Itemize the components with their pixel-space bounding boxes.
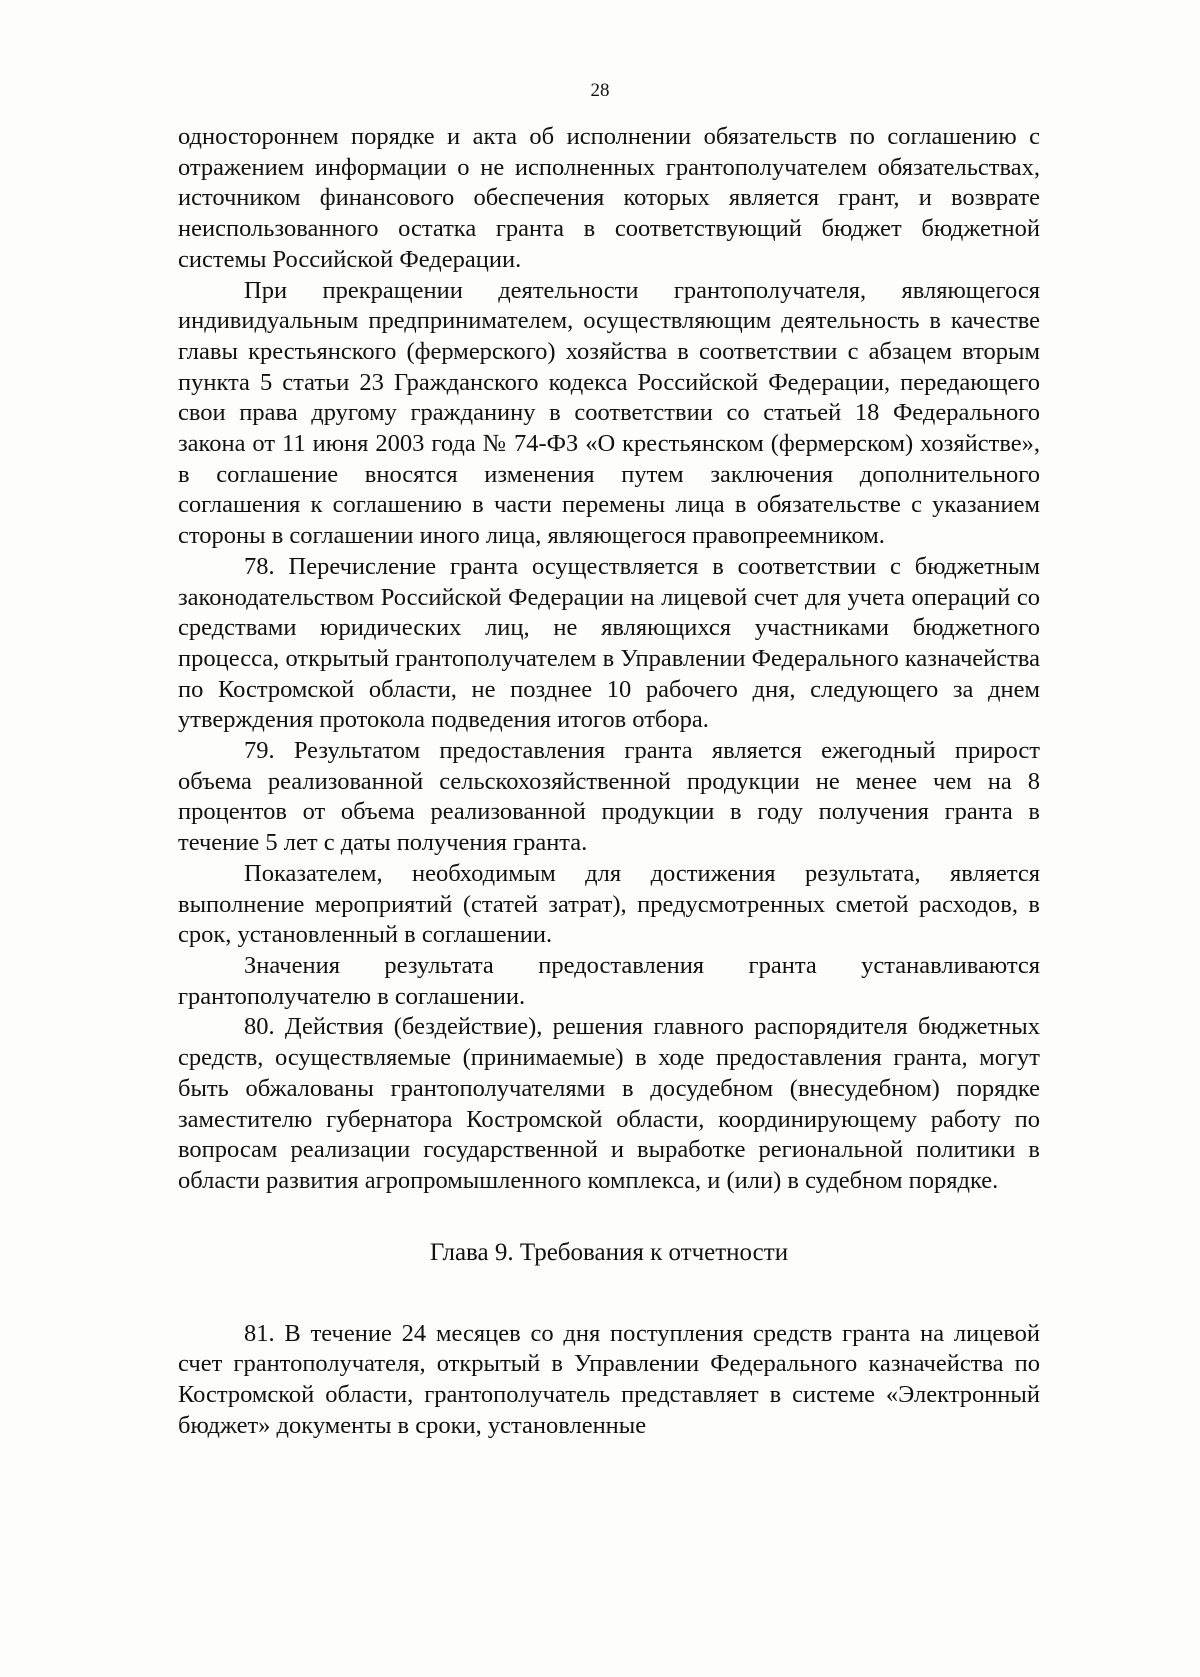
document-body	[178, 122, 1040, 1441]
paragraph-80: 80. Действия (бездействие), решения главного распорядителя бюджетных средств, осуществляемые (принимаемые) в ходе предоставления гранта, могут быть обжалованы грантополучателями в досудебном (внесудебном) порядке заместителю губернатора Костромской области, координирующему работу по вопросам реализации государственной и выработке региональной политики в области развития агропромышленного комплекса, и (или) в судебном порядке.	[178, 1013, 1040, 1194]
chapter-heading-block	[178, 1197, 1040, 1319]
paragraph-continuation: одностороннем порядке и акта об исполнении обязательств по соглашению с отражением информации о не исполненных грантополучателем обязательствах, источником финансового обеспечения которых является грант, и возврате неиспользованного остатка гранта в соответствующий бюджет бюджетной системы Российской Федерации.	[178, 123, 1040, 273]
paragraph-indicator: Показателем, необходимым для достижения результата, является выполнение мероприятий (статей затрат), предусмотренных сметой расходов, в срок, установленный в соглашении.	[178, 859, 1040, 949]
paragraph-result-values: Значения результата предоставления гранта устанавливаются грантополучателю в соглашении.	[178, 951, 1040, 1010]
paragraph-termination-of-activity: При прекращении деятельности грантополучателя, являющегося индивидуальным предпринимателем, осуществляющим деятельность в качестве главы крестьянского (фермерского) хозяйства в соответствии с абзацем вторым пункта 5 статьи 23 Гражданского кодекса Российской Федерации, передающего свои права другому гражданину в соответствии со статьей 18 Федерального закона от 11 июня 2003 года № 74-ФЗ «О крестьянском (фермерском) хозяйстве», в соглашение вносятся изменения путем заключения дополнительного соглашения к соглашению в части перемены лица в обязательстве с указанием стороны в соглашении иного лица, являющегося правопреемником.	[178, 276, 1040, 550]
paragraph-78: 78. Перечисление гранта осуществляется в соответствии с бюджетным законодательством Российской Федерации на лицевой счет для учета операций со средствами юридических лиц, не являющихся участниками бюджетного процесса, открытый грантополучателем в Управлении Федерального казначейства по Костромской области, не позднее 10 рабочего дня, следующего за днем утверждения протокола подведения итогов отбора.	[178, 552, 1040, 734]
paragraph-81: 81. В течение 24 месяцев со дня поступления средств гранта на лицевой счет грантополучателя, открытый в Управлении Федерального казначейства по Костромской области, грантополучатель представляет в системе «Электронный бюджет» документы в сроки, установленные	[178, 1319, 1040, 1439]
page-number: 28	[590, 80, 610, 101]
paragraph-79: 79. Результатом предоставления гранта является ежегодный прирост объема реализованной сельскохозяйственной продукции не менее чем на 8 процентов от объема реализованной продукции в году получения гранта в течение 5 лет с даты получения гранта.	[178, 737, 1040, 857]
chapter-heading: Глава 9. Требования к отчетности	[429, 1238, 789, 1266]
